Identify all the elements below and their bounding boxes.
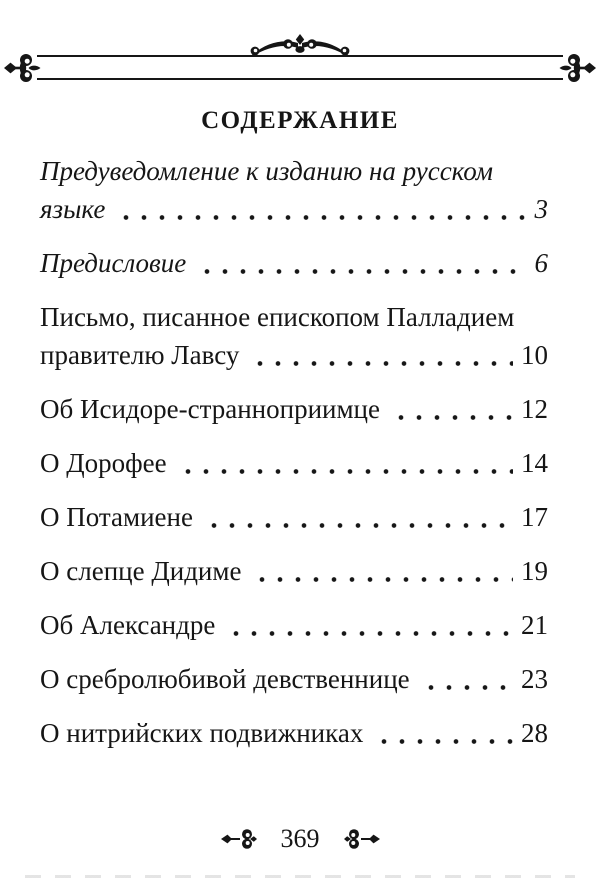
dot-leader xyxy=(205,523,513,528)
crest-scroll-ornament-icon xyxy=(247,34,353,56)
page-title: СОДЕРЖАНИЕ xyxy=(201,106,399,134)
toc-entry-text: Предуведомление к изданию на русском xyxy=(40,156,493,186)
toc-entry xyxy=(40,606,548,644)
toc-entry xyxy=(40,390,548,428)
toc-entry xyxy=(40,444,548,482)
dot-leader xyxy=(253,577,513,582)
dot-leader xyxy=(422,685,513,690)
fleuron-divider-icon xyxy=(221,828,257,850)
toc-entry-page: 17 xyxy=(521,502,548,532)
table-of-contents xyxy=(40,152,548,768)
corner-fleuron-icon xyxy=(559,50,597,86)
toc-entry xyxy=(40,552,548,590)
dot-leader xyxy=(179,469,513,474)
dot-leader xyxy=(198,269,526,274)
toc-entry-page: 3 xyxy=(534,194,548,224)
toc-entry-page: 28 xyxy=(521,718,548,748)
toc-entry xyxy=(40,660,548,698)
dot-leader xyxy=(227,631,513,636)
toc-entry-text: О нитрийских подвижниках xyxy=(40,718,364,748)
toc-entry xyxy=(40,152,548,228)
toc-entry-page: 10 xyxy=(521,340,548,370)
scan-edge-artifact xyxy=(25,875,575,878)
fleuron-divider-icon xyxy=(344,828,380,850)
header-rule-bottom xyxy=(37,78,563,80)
toc-entry-page: 14 xyxy=(521,448,548,478)
toc-entry xyxy=(40,498,548,536)
toc-entry-text: О сребролюбивой девственнице xyxy=(40,664,410,694)
corner-fleuron-icon xyxy=(3,50,41,86)
toc-entry-text: О Дорофее xyxy=(40,448,167,478)
dot-leader xyxy=(251,361,513,366)
dot-leader xyxy=(392,415,513,420)
toc-entry-page: 19 xyxy=(521,556,548,586)
dot-leader xyxy=(117,215,526,220)
toc-entry xyxy=(40,714,548,752)
toc-entry-text: О слепце Дидиме xyxy=(40,556,242,586)
toc-entry-text: языке xyxy=(40,194,106,224)
toc-entry xyxy=(40,298,548,374)
toc-entry-text: Об Исидоре-странноприимце xyxy=(40,394,380,424)
toc-entry-text: Письмо, писанное епископом Палладием xyxy=(40,302,515,332)
toc-entry-text: правителю Лавсу xyxy=(40,340,240,370)
toc-entry-page: 12 xyxy=(521,394,548,424)
page-footer xyxy=(0,822,600,856)
toc-entry-text: Об Александре xyxy=(40,610,216,640)
toc-entry-page: 6 xyxy=(534,248,548,278)
toc-entry-text: Предисловие xyxy=(40,248,187,278)
toc-entry-page: 23 xyxy=(521,664,548,694)
dot-leader xyxy=(375,739,513,744)
toc-entry-page: 21 xyxy=(521,610,548,640)
toc-entry-text: О Потамиене xyxy=(40,502,193,532)
footer-page-number: 369 xyxy=(280,824,320,853)
toc-entry xyxy=(40,244,548,282)
header-rule-top xyxy=(37,55,563,57)
